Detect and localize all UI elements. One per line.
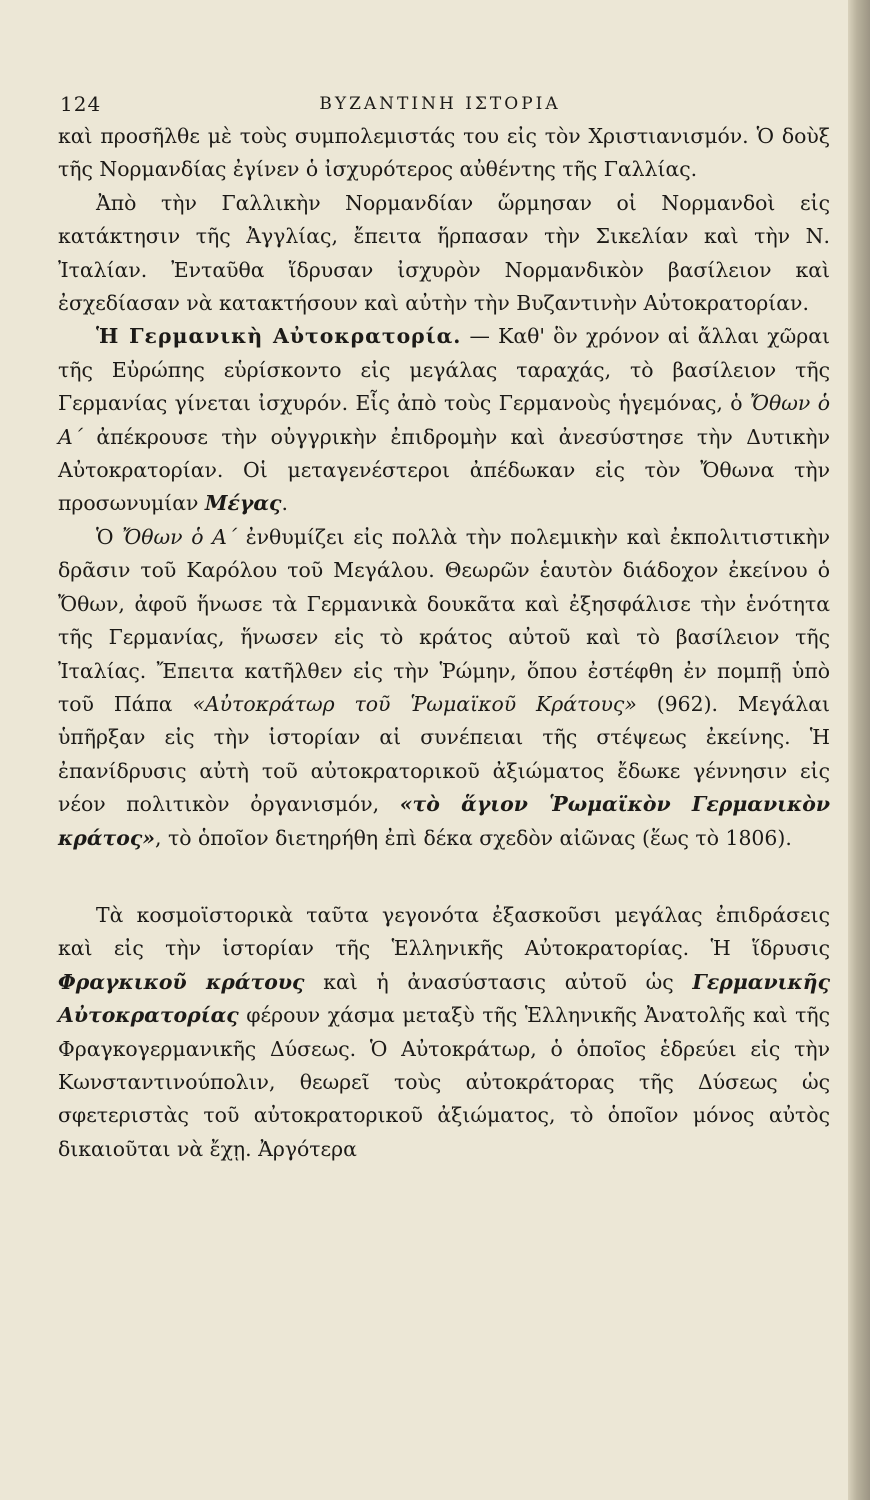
page-number: 124 bbox=[60, 92, 102, 116]
emphasis-megas: Μέγας bbox=[204, 491, 282, 516]
paragraph-gap bbox=[58, 855, 830, 899]
paragraph-1: καὶ προσῆλθε μὲ τοὺς συμπολεμιστάς του εἰς τὸν Χριστιανισμόν. Ὁ δοὺξ τῆς Νορμανδίας ἐγίνεν ὁ ἰσχυρότερος αὐθέντης τῆς Γαλλίας. bbox=[58, 124, 830, 182]
page-header bbox=[60, 92, 820, 122]
emphasis-othon-2: Ὄθων ὁ Α΄ bbox=[122, 524, 238, 549]
page-edge bbox=[848, 0, 870, 1500]
section-heading: Ἡ Γερμανικὴ Αὐτοκρατορία. bbox=[96, 324, 462, 349]
emphasis-frankish: Φραγκικοῦ κράτους bbox=[58, 969, 305, 994]
emphasis-german-empire: Γερμανικῆς Αὐτοκρατορίας bbox=[58, 969, 830, 1028]
emphasis-othon: Ὄθων ὁ Α΄ bbox=[58, 391, 830, 449]
paragraph-5: Τὰ κοσμοϊστορικὰ ταῦτα γεγονότα ἐξασκοῦσι μεγάλας ἐπιδράσεις καὶ εἰς τὴν ἱστορίαν τῆς Ἑλληνικῆς Αὐτοκρατορίας. Ἡ ἵδρυσις Φραγκικοῦ κράτους καὶ ἡ ἀνασύστασις αὐτοῦ ὡς Γερμανικῆς Αὐτοκρατορίας φέρουν χάσμα μεταξὺ τῆς Ἑλληνικῆς Ἀνατολῆς καὶ τῆς Φραγκογερμανικῆς Δύσεως. Ὁ Αὐτοκράτωρ, ὁ ὁποῖος ἑδρεύει εἰς τὴν Κωνσταντινούπολιν, θεωρεῖ τοὺς αὐτοκράτορας τῆς Δύσεως ὡς σφετεριστὰς τοῦ αὐτοκρατορικοῦ ἀξιώματος, τὸ ὁποῖον μόνος αὐτὸς δικαιοῦται νὰ ἔχῃ. Ἀργότερα bbox=[58, 902, 830, 1161]
paragraph-3: Ἡ Γερμανικὴ Αὐτοκρατορία. — Καθ' ὃν χρόνον αἱ ἄλλαι χῶραι τῆς Εὐρώπης εὑρίσκοντο εἰς μεγάλας ταραχάς, τὸ βασίλειον τῆς Γερμανίας γίνεται ἰσχυρόν. Εἷς ἀπὸ τοὺς Γερμανοὺς ἡγεμόνας, ὁ Ὄθων ὁ Α΄ ἀπέκρουσε τὴν οὐγγρικὴν ἐπιδρομὴν καὶ ἀνεσύστησε τὴν Δυτικὴν Αὐτοκρατορίαν. Οἱ μεταγενέστεροι ἀπέδωκαν εἰς τὸν Ὄθωνα τὴν προσωνυμίαν Μέγας. bbox=[58, 324, 830, 516]
body-text bbox=[58, 120, 830, 1166]
emphasis-holy-empire: «τὸ ἅγιον Ῥωμαϊκὸν Γερμανικὸν κράτος» bbox=[58, 792, 830, 850]
paragraph-2: Ἀπὸ τὴν Γαλλικὴν Νορμανδίαν ὥρμησαν οἱ Νορμανδοὶ εἰς κατάκτησιν τῆς Ἀγγλίας, ἔπειτα ἥρπασαν τὴν Σικελίαν καὶ τὴν Ν. Ἰταλίαν. Ἐνταῦθα ἵδρυσαν ἰσχυρὸν Νορμανδικὸν βασίλειον καὶ ἐσχεδίασαν νὰ κατακτήσουν καὶ αὐτὴν τὴν Βυζαντινὴν Αὐτοκρατορίαν. bbox=[58, 190, 830, 316]
emphasis-title: «Αὐτοκράτωρ τοῦ Ῥωμαϊκοῦ Κράτους» bbox=[192, 691, 637, 716]
running-title: ΒΥΖΑΝΤΙΝΗ ΙΣΤΟΡΙΑ bbox=[319, 94, 561, 114]
paragraph-4: Ὁ Ὄθων ὁ Α΄ ἐνθυμίζει εἰς πολλὰ τὴν πολεμικὴν καὶ ἐκπολιτιστικὴν δρᾶσιν τοῦ Καρόλου τοῦ Μεγάλου. Θεωρῶν ἑαυτὸν διάδοχον ἐκείνου ὁ Ὄθων, ἀφοῦ ἥνωσε τὰ Γερμανικὰ δουκᾶτα καὶ ἐξησφάλισε τὴν ἑνότητα τῆς Γερμανίας, ἥνωσεν εἰς τὸ κράτος αὐτοῦ καὶ τὸ βασίλειον τῆς Ἰταλίας. Ἔπειτα κατῆλθεν εἰς τὴν Ῥώμην, ὅπου ἐστέφθη ἐν πομπῇ ὑπὸ τοῦ Πάπα «Αὐτοκράτωρ τοῦ Ῥωμαϊκοῦ Κράτους» (962). Μεγάλαι ὑπῆρξαν εἰς τὴν ἱστορίαν αἱ συνέπειαι τῆς στέψεως ἐκείνης. Ἡ ἐπανίδρυσις αὐτὴ τοῦ αὐτοκρατορικοῦ ἀξιώματος ἔδωκε γέννησιν εἰς νέον πολιτικὸν ὀργανισμόν, «τὸ ἅγιον Ῥωμαϊκὸν Γερμανικὸν κράτος», τὸ ὁποῖον διετηρήθη ἐπὶ δέκα σχεδὸν αἰῶνας (ἕως τὸ 1806). bbox=[58, 524, 830, 850]
